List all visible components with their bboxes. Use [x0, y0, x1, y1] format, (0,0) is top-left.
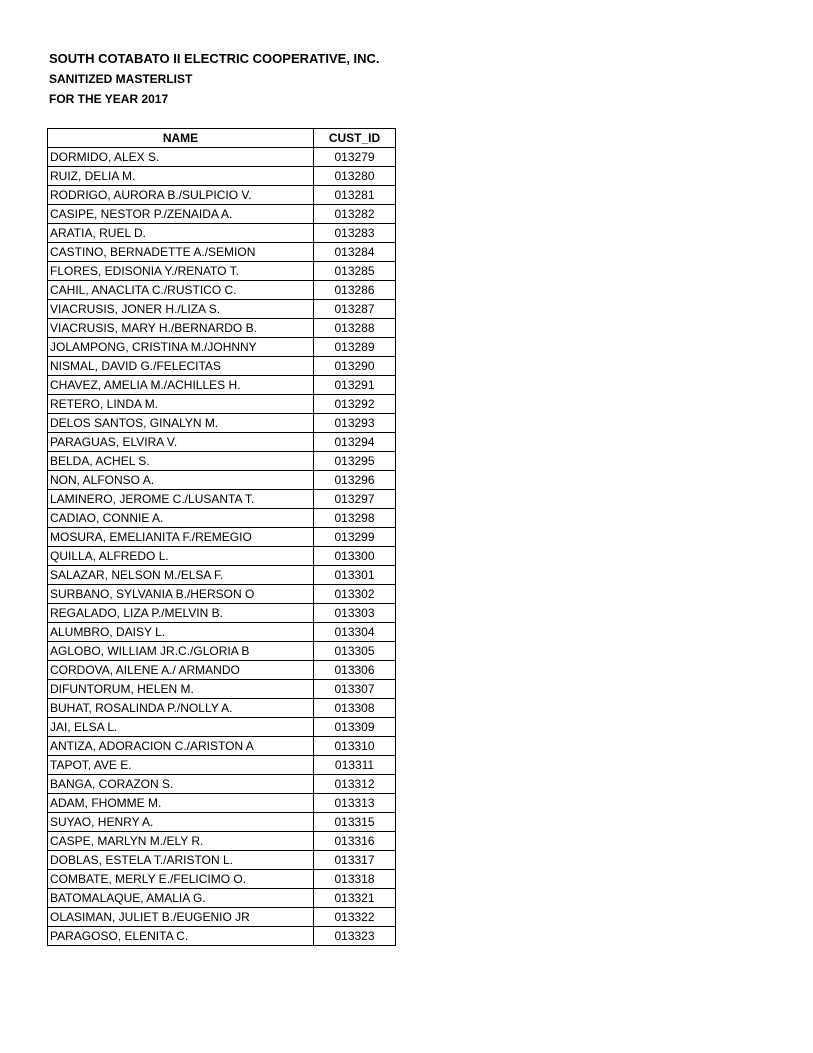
table-row [48, 148, 396, 167]
cell-name: DIFUNTORUM, HELEN M. [48, 680, 314, 699]
cell-cust-id: 013296 [314, 471, 396, 490]
column-header-name: NAME [48, 129, 314, 148]
cell-name: QUILLA, ALFREDO L. [48, 547, 314, 566]
cell-name: DELOS SANTOS, GINALYN M. [48, 414, 314, 433]
document-subtitle: SANITIZED MASTERLIST [49, 72, 193, 86]
cell-name: RETERO, LINDA M. [48, 395, 314, 414]
cell-name: BATOMALAQUE, AMALIA G. [48, 889, 314, 908]
table-row [48, 680, 396, 699]
table-row [48, 794, 396, 813]
cell-name: ARATIA, RUEL D. [48, 224, 314, 243]
table-row [48, 832, 396, 851]
cell-name: CASPE, MARLYN M./ELY R. [48, 832, 314, 851]
masterlist-table [47, 128, 396, 946]
cell-name: CASIPE, NESTOR P./ZENAIDA A. [48, 205, 314, 224]
document-header [49, 50, 380, 110]
cell-name: TAPOT, AVE E. [48, 756, 314, 775]
cell-cust-id: 013295 [314, 452, 396, 471]
cell-cust-id: 013288 [314, 319, 396, 338]
table-row [48, 604, 396, 623]
cell-name: JAI, ELSA L. [48, 718, 314, 737]
cell-name: PARAGUAS, ELVIRA V. [48, 433, 314, 452]
table-row [48, 566, 396, 585]
table-row [48, 167, 396, 186]
cell-name: RUIZ, DELIA M. [48, 167, 314, 186]
cell-cust-id: 013300 [314, 547, 396, 566]
table-row [48, 851, 396, 870]
cell-cust-id: 013293 [314, 414, 396, 433]
table-row [48, 813, 396, 832]
cell-cust-id: 013322 [314, 908, 396, 927]
table-row [48, 414, 396, 433]
cell-name: PARAGOSO, ELENITA C. [48, 927, 314, 946]
table-row [48, 376, 396, 395]
cell-cust-id: 013318 [314, 870, 396, 889]
cell-cust-id: 013290 [314, 357, 396, 376]
cell-cust-id: 013305 [314, 642, 396, 661]
table-row [48, 623, 396, 642]
cell-name: REGALADO, LIZA P./MELVIN B. [48, 604, 314, 623]
cell-name: SUYAO, HENRY A. [48, 813, 314, 832]
cell-cust-id: 013297 [314, 490, 396, 509]
table-row [48, 452, 396, 471]
cell-cust-id: 013303 [314, 604, 396, 623]
cell-name: NISMAL, DAVID G./FELECITAS [48, 357, 314, 376]
cell-cust-id: 013309 [314, 718, 396, 737]
table-row [48, 528, 396, 547]
cell-name: NON, ALFONSO A. [48, 471, 314, 490]
cell-cust-id: 013294 [314, 433, 396, 452]
table-row [48, 718, 396, 737]
table-row [48, 642, 396, 661]
cell-cust-id: 013313 [314, 794, 396, 813]
cell-cust-id: 013291 [314, 376, 396, 395]
table-row [48, 319, 396, 338]
table-row [48, 509, 396, 528]
table-row [48, 585, 396, 604]
table-row [48, 908, 396, 927]
table-row [48, 433, 396, 452]
cell-cust-id: 013312 [314, 775, 396, 794]
cell-name: BUHAT, ROSALINDA P./NOLLY A. [48, 699, 314, 718]
cell-name: ADAM, FHOMME M. [48, 794, 314, 813]
cell-cust-id: 013306 [314, 661, 396, 680]
cell-cust-id: 013282 [314, 205, 396, 224]
cell-cust-id: 013310 [314, 737, 396, 756]
cell-name: OLASIMAN, JULIET B./EUGENIO JR [48, 908, 314, 927]
cell-cust-id: 013304 [314, 623, 396, 642]
cell-cust-id: 013301 [314, 566, 396, 585]
cell-name: CHAVEZ, AMELIA M./ACHILLES H. [48, 376, 314, 395]
table-row [48, 300, 396, 319]
cell-cust-id: 013321 [314, 889, 396, 908]
cell-name: ALUMBRO, DAISY L. [48, 623, 314, 642]
table-row [48, 338, 396, 357]
table-row [48, 547, 396, 566]
cell-cust-id: 013311 [314, 756, 396, 775]
cell-cust-id: 013307 [314, 680, 396, 699]
table-row [48, 224, 396, 243]
cell-name: AGLOBO, WILLIAM JR.C./GLORIA B [48, 642, 314, 661]
table-row [48, 870, 396, 889]
column-header-cust-id: CUST_ID [314, 129, 396, 148]
cell-name: SURBANO, SYLVANIA B./HERSON O [48, 585, 314, 604]
cell-name: RODRIGO, AURORA B./SULPICIO V. [48, 186, 314, 205]
cell-name: CORDOVA, AILENE A./ ARMANDO [48, 661, 314, 680]
table-body [48, 148, 396, 946]
cell-name: CADIAO, CONNIE A. [48, 509, 314, 528]
cell-cust-id: 013280 [314, 167, 396, 186]
organization-title: SOUTH COTABATO II ELECTRIC COOPERATIVE, INC. [49, 51, 380, 66]
cell-cust-id: 013287 [314, 300, 396, 319]
cell-cust-id: 013302 [314, 585, 396, 604]
table-row [48, 281, 396, 300]
cell-name: BELDA, ACHEL S. [48, 452, 314, 471]
table-row [48, 889, 396, 908]
table-row [48, 756, 396, 775]
cell-cust-id: 013279 [314, 148, 396, 167]
year-label: FOR THE YEAR 2017 [49, 92, 169, 106]
cell-name: VIACRUSIS, JONER H./LIZA S. [48, 300, 314, 319]
cell-name: JOLAMPONG, CRISTINA M./JOHNNY [48, 338, 314, 357]
cell-cust-id: 013283 [314, 224, 396, 243]
table-header-row [48, 129, 396, 148]
table-row [48, 243, 396, 262]
cell-cust-id: 013315 [314, 813, 396, 832]
cell-name: FLORES, EDISONIA Y./RENATO T. [48, 262, 314, 281]
cell-cust-id: 013292 [314, 395, 396, 414]
cell-name: VIACRUSIS, MARY H./BERNARDO B. [48, 319, 314, 338]
table-row [48, 471, 396, 490]
cell-cust-id: 013285 [314, 262, 396, 281]
table-row [48, 775, 396, 794]
table-row [48, 357, 396, 376]
cell-name: DOBLAS, ESTELA T./ARISTON L. [48, 851, 314, 870]
cell-cust-id: 013317 [314, 851, 396, 870]
cell-name: CASTINO, BERNADETTE A./SEMION [48, 243, 314, 262]
cell-cust-id: 013308 [314, 699, 396, 718]
cell-name: BANGA, CORAZON S. [48, 775, 314, 794]
cell-name: COMBATE, MERLY E./FELICIMO O. [48, 870, 314, 889]
cell-cust-id: 013281 [314, 186, 396, 205]
cell-name: MOSURA, EMELIANITA F./REMEGIO [48, 528, 314, 547]
cell-cust-id: 013284 [314, 243, 396, 262]
table-row [48, 661, 396, 680]
cell-cust-id: 013298 [314, 509, 396, 528]
table-row [48, 737, 396, 756]
cell-name: ANTIZA, ADORACION C./ARISTON A [48, 737, 314, 756]
cell-name: CAHIL, ANACLITA C./RUSTICO C. [48, 281, 314, 300]
table-row [48, 490, 396, 509]
cell-cust-id: 013289 [314, 338, 396, 357]
table-row [48, 262, 396, 281]
table-row [48, 186, 396, 205]
table-row [48, 205, 396, 224]
cell-name: LAMINERO, JEROME C./LUSANTA T. [48, 490, 314, 509]
table-row [48, 395, 396, 414]
cell-name: DORMIDO, ALEX S. [48, 148, 314, 167]
cell-cust-id: 013316 [314, 832, 396, 851]
table-row [48, 699, 396, 718]
cell-name: SALAZAR, NELSON M./ELSA F. [48, 566, 314, 585]
table-row [48, 927, 396, 946]
cell-cust-id: 013286 [314, 281, 396, 300]
cell-cust-id: 013323 [314, 927, 396, 946]
cell-cust-id: 013299 [314, 528, 396, 547]
